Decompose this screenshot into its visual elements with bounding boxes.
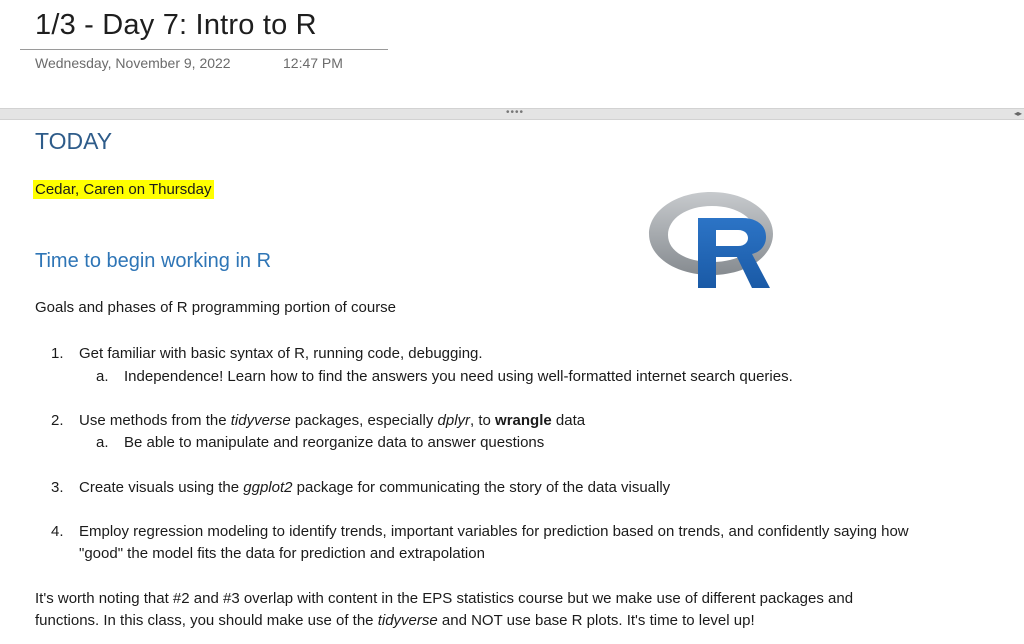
list-item-2-text-a: Use methods from the bbox=[79, 412, 231, 429]
list-number-1: 1. bbox=[51, 345, 64, 362]
list-item-2 bbox=[79, 412, 585, 429]
list-number-4: 4. bbox=[51, 523, 64, 540]
list-item-1-text: Get familiar with basic syntax of R, running code, debugging. bbox=[79, 345, 483, 362]
intro-text: Goals and phases of R programming portion of course bbox=[35, 299, 397, 316]
tidyverse-term-2: tidyverse bbox=[377, 612, 438, 629]
list-item-4-line-1: Employ regression modeling to identify trends, important variables for prediction based on trends, and confidently saying how bbox=[79, 523, 909, 540]
list-number-2: 2. bbox=[51, 412, 64, 429]
page-time: 12:47 PM bbox=[283, 55, 343, 71]
closing-text-a: functions. In this class, you should make use of the bbox=[35, 612, 378, 629]
section-heading: TODAY bbox=[35, 128, 113, 154]
sub-letter-1a: a. bbox=[96, 368, 109, 385]
ggplot2-term: ggplot2 bbox=[243, 479, 293, 496]
list-item-2-text-g: data bbox=[551, 412, 586, 429]
sub-letter-2a: a. bbox=[96, 434, 109, 451]
scroll-arrows-icon[interactable]: ◂▸ bbox=[1013, 109, 1022, 118]
page-title[interactable]: 1/3 - Day 7: Intro to R bbox=[35, 9, 317, 41]
dplyr-term: dplyr bbox=[437, 412, 471, 429]
closing-line-1: It's worth noting that #2 and #3 overlap with content in the EPS statistics course but we make use of different packages and bbox=[35, 590, 854, 607]
closing-text-c: and NOT use base R plots. It's time to level up! bbox=[437, 612, 755, 629]
list-item-2-text-c: packages, especially bbox=[290, 412, 438, 429]
list-item-3-text-c: package for communicating the story of the data visually bbox=[292, 479, 671, 496]
highlighted-note: Cedar, Caren on Thursday bbox=[35, 181, 212, 198]
page-date: Wednesday, November 9, 2022 bbox=[35, 55, 231, 71]
sub-item-2a: Be able to manipulate and reorganize data to answer questions bbox=[124, 434, 545, 451]
list-item-2-text-e: , to bbox=[470, 412, 496, 429]
list-item-3 bbox=[79, 479, 670, 496]
title-underline bbox=[20, 49, 388, 50]
list-item-4-line-2: "good" the model fits the data for prediction and extrapolation bbox=[79, 545, 485, 562]
subsection-heading: Time to begin working in R bbox=[35, 250, 272, 272]
drag-grip-icon[interactable]: •••• bbox=[506, 107, 525, 118]
list-number-3: 3. bbox=[51, 479, 64, 496]
closing-line-2 bbox=[35, 612, 755, 629]
r-logo-icon bbox=[646, 189, 776, 291]
pane-splitter[interactable] bbox=[0, 108, 1024, 120]
wrangle-term: wrangle bbox=[495, 412, 552, 429]
sub-item-1a: Independence! Learn how to find the answers you need using well-formatted internet search queries. bbox=[124, 368, 793, 385]
tidyverse-term: tidyverse bbox=[230, 412, 291, 429]
list-item-1 bbox=[79, 345, 483, 362]
list-item-3-text-a: Create visuals using the bbox=[79, 479, 244, 496]
